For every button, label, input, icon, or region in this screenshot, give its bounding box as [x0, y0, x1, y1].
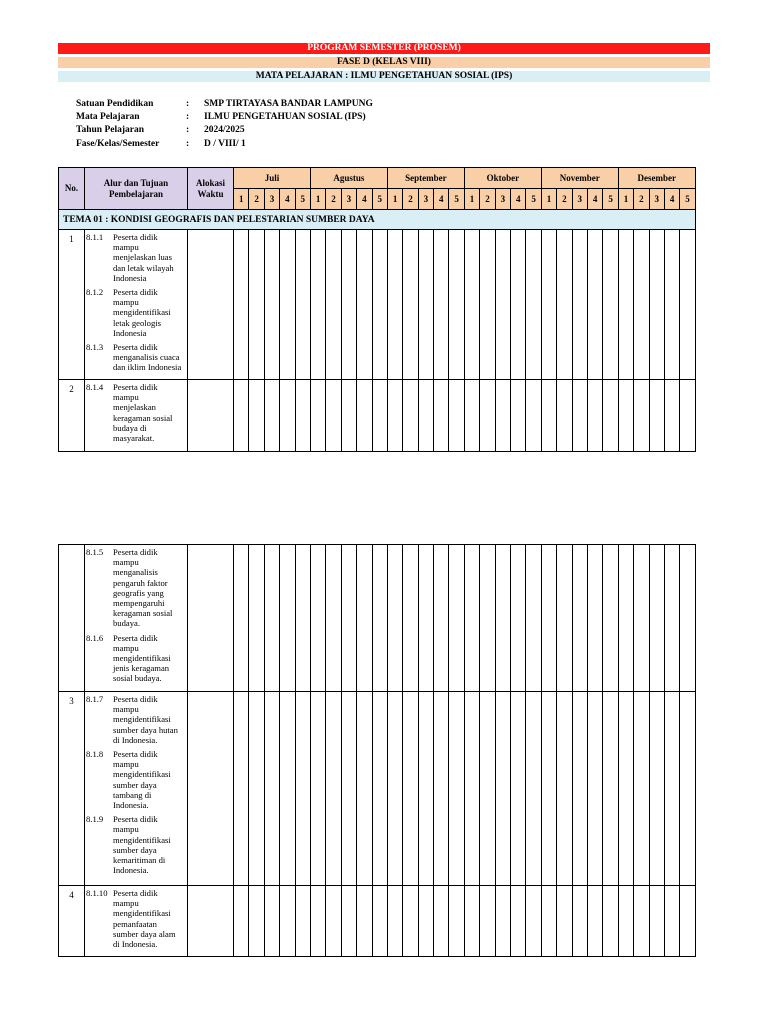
week-cell: [649, 230, 664, 380]
week-cell: [587, 886, 602, 957]
week-number: 4: [587, 189, 602, 210]
week-cell: [434, 380, 449, 452]
week-cell: [680, 380, 695, 452]
week-cell: [526, 380, 541, 452]
week-cell: [526, 886, 541, 957]
week-cell: [680, 886, 695, 957]
week-cell: [618, 545, 633, 692]
header-no: No.: [59, 168, 85, 210]
week-cell: [634, 692, 649, 886]
objective-item: [86, 814, 185, 875]
week-cell: [372, 380, 387, 452]
week-cell: [495, 545, 510, 692]
week-cell: [634, 230, 649, 380]
week-cell: [449, 886, 464, 957]
week-cell: [403, 380, 418, 452]
objective-code: 8.1.2: [86, 287, 104, 298]
week-cell: [387, 886, 402, 957]
objective-text: Peserta didik mampu mengidentifikasi jenis keragaman sosial budaya.: [113, 632, 171, 684]
week-cell: [310, 230, 325, 380]
objective-item: [86, 382, 185, 443]
objective-item: [86, 547, 185, 629]
week-cell: [603, 230, 618, 380]
week-cell: [295, 545, 310, 692]
learning-objectives-cell: [85, 886, 188, 957]
info-colon: :: [186, 138, 190, 149]
header-row: [59, 168, 696, 189]
week-cell: [249, 545, 264, 692]
week-cell: [295, 886, 310, 957]
objective-item: [86, 232, 185, 283]
week-cell: [264, 886, 279, 957]
week-number: 1: [541, 189, 556, 210]
week-number: 4: [664, 189, 679, 210]
week-cell: [572, 886, 587, 957]
objective-text: Peserta didik mampu mengidentifikasi sumber daya tambang di Indonesia.: [113, 749, 171, 811]
week-cell: [418, 886, 433, 957]
week-cell: [511, 545, 526, 692]
week-cell: [418, 545, 433, 692]
learning-objectives-cell: [85, 230, 188, 380]
week-cell: [603, 886, 618, 957]
program-table-page-2: [58, 544, 696, 957]
week-cell: [572, 230, 587, 380]
week-cell: [587, 692, 602, 886]
week-cell: [541, 230, 556, 380]
week-cell: [249, 230, 264, 380]
week-cell: [234, 545, 249, 692]
month-header: Agustus: [310, 168, 387, 189]
week-cell: [249, 380, 264, 452]
week-cell: [526, 545, 541, 692]
week-cell: [434, 692, 449, 886]
week-cell: [541, 545, 556, 692]
week-cell: [341, 230, 356, 380]
week-cell: [357, 380, 372, 452]
week-number: 5: [603, 189, 618, 210]
week-number: 2: [249, 189, 264, 210]
week-cell: [495, 692, 510, 886]
info-colon: :: [186, 99, 190, 109]
week-cell: [511, 380, 526, 452]
week-cell: [280, 230, 295, 380]
week-cell: [480, 692, 495, 886]
week-cell: [618, 886, 633, 957]
week-cell: [664, 886, 679, 957]
week-cell: [680, 230, 695, 380]
objective-text: Peserta didik mampu menjelaskan luas dan letak wilayah Indonesia: [113, 232, 174, 283]
week-cell: [249, 886, 264, 957]
header-alokasi: Alokasi Waktu: [188, 168, 234, 210]
objective-code: 8.1.6: [86, 632, 104, 643]
week-cell: [587, 380, 602, 452]
week-cell: [387, 545, 402, 692]
week-cell: [403, 230, 418, 380]
week-number: 5: [449, 189, 464, 210]
document-title: PROGRAM SEMESTER (PROSEM): [58, 43, 710, 54]
week-cell: [464, 545, 479, 692]
info-colon: :: [186, 112, 190, 123]
week-cell: [634, 545, 649, 692]
week-cell: [587, 545, 602, 692]
week-cell: [434, 545, 449, 692]
week-cell: [310, 380, 325, 452]
week-number: 2: [326, 189, 341, 210]
week-number: 1: [387, 189, 402, 210]
week-cell: [357, 692, 372, 886]
week-number: 4: [280, 189, 295, 210]
table-row: [59, 545, 696, 692]
week-cell: [541, 886, 556, 957]
objective-code: 8.1.4: [86, 382, 104, 392]
week-cell: [634, 380, 649, 452]
month-header: November: [541, 168, 618, 189]
week-cell: [372, 230, 387, 380]
week-cell: [526, 692, 541, 886]
week-cell: [403, 692, 418, 886]
month-header: September: [387, 168, 464, 189]
month-header: Oktober: [464, 168, 541, 189]
week-cell: [511, 692, 526, 886]
fase-heading: FASE D (KELAS VIII): [58, 57, 710, 68]
week-cell: [603, 692, 618, 886]
week-cell: [634, 886, 649, 957]
info-label: Mata Pelajaran: [76, 112, 140, 123]
week-cell: [603, 380, 618, 452]
week-cell: [372, 545, 387, 692]
header-alur: Alur dan Tujuan Pembelajaran: [85, 168, 188, 210]
week-cell: [280, 692, 295, 886]
week-cell: [434, 230, 449, 380]
week-cell: [357, 886, 372, 957]
week-cell: [495, 380, 510, 452]
week-cell: [434, 886, 449, 957]
week-cell: [234, 380, 249, 452]
objective-item: [86, 888, 185, 949]
week-number: 1: [310, 189, 325, 210]
week-cell: [464, 230, 479, 380]
week-cell: [557, 545, 572, 692]
week-cell: [357, 545, 372, 692]
table-row: [59, 692, 696, 886]
objective-item: [86, 633, 185, 684]
info-value: 2024/2025: [204, 125, 245, 136]
week-number: 5: [680, 189, 695, 210]
week-cell: [326, 230, 341, 380]
week-cell: [418, 230, 433, 380]
objective-item: [86, 749, 185, 810]
week-cell: [387, 230, 402, 380]
week-cell: [557, 692, 572, 886]
week-cell: [557, 380, 572, 452]
objective-code: 8.1.3: [86, 342, 104, 353]
program-table-page-1: [58, 167, 696, 452]
subject-heading: MATA PELAJARAN : ILMU PENGETAHUAN SOSIAL (IPS): [58, 71, 710, 82]
table-row: [59, 886, 696, 957]
week-number: 3: [495, 189, 510, 210]
week-cell: [495, 230, 510, 380]
week-number: 4: [357, 189, 372, 210]
row-number: [59, 545, 85, 692]
objective-code: 8.1.8: [86, 749, 104, 760]
info-value: D / VIII/ 1: [204, 138, 246, 149]
week-cell: [264, 545, 279, 692]
week-cell: [310, 692, 325, 886]
week-cell: [341, 545, 356, 692]
row-number: 3: [59, 692, 85, 886]
week-cell: [618, 380, 633, 452]
week-cell: [511, 886, 526, 957]
week-cell: [649, 692, 664, 886]
week-number: 3: [341, 189, 356, 210]
learning-objectives-cell: [85, 692, 188, 886]
objective-code: 8.1.5: [86, 547, 104, 557]
week-cell: [403, 545, 418, 692]
alokasi-waktu-cell: [188, 380, 234, 452]
week-cell: [418, 380, 433, 452]
week-cell: [264, 230, 279, 380]
week-cell: [310, 886, 325, 957]
table-row: [59, 380, 696, 452]
week-number: 3: [264, 189, 279, 210]
week-cell: [618, 230, 633, 380]
week-cell: [387, 692, 402, 886]
week-cell: [649, 545, 664, 692]
week-cell: [480, 545, 495, 692]
objective-item: [86, 342, 185, 373]
week-cell: [464, 692, 479, 886]
week-cell: [495, 886, 510, 957]
info-colon: :: [186, 125, 190, 136]
week-cell: [464, 886, 479, 957]
week-cell: [603, 545, 618, 692]
objective-item: [86, 694, 185, 745]
week-number: 2: [480, 189, 495, 210]
week-number: 3: [418, 189, 433, 210]
week-cell: [464, 380, 479, 452]
alokasi-waktu-cell: [188, 545, 234, 692]
week-cell: [341, 380, 356, 452]
tema-row: [59, 210, 696, 230]
week-cell: [326, 545, 341, 692]
objective-code: 8.1.10: [86, 888, 108, 898]
table-row: [59, 230, 696, 380]
week-cell: [618, 692, 633, 886]
objective-text: Peserta didik menganalisis cuaca dan iklim Indonesia: [113, 342, 182, 373]
week-cell: [234, 692, 249, 886]
alokasi-waktu-cell: [188, 692, 234, 886]
week-number: 5: [526, 189, 541, 210]
week-cell: [449, 230, 464, 380]
week-number: 2: [557, 189, 572, 210]
week-cell: [480, 886, 495, 957]
week-cell: [418, 692, 433, 886]
week-cell: [541, 380, 556, 452]
week-cell: [295, 230, 310, 380]
week-cell: [511, 230, 526, 380]
week-cell: [449, 545, 464, 692]
info-label: Satuan Pendidikan: [76, 99, 154, 109]
week-number: 4: [511, 189, 526, 210]
week-number: 5: [295, 189, 310, 210]
month-header: Juli: [234, 168, 311, 189]
objective-item: [86, 287, 185, 338]
objective-code: 8.1.9: [86, 814, 104, 825]
week-cell: [249, 692, 264, 886]
row-number: 1: [59, 230, 85, 380]
objective-text: Peserta didik mampu mengidentifikasi pemanfaatan sumber daya alam di Indonesia.: [113, 888, 176, 950]
objective-text: Peserta didik mampu menjelaskan keragaman sosial budaya di masyarakat.: [113, 382, 173, 444]
week-cell: [234, 230, 249, 380]
row-number: 4: [59, 886, 85, 957]
week-cell: [557, 230, 572, 380]
week-cell: [572, 692, 587, 886]
info-label: Tahun Pelajaran: [76, 125, 145, 136]
week-cell: [526, 230, 541, 380]
week-cell: [372, 886, 387, 957]
week-cell: [680, 545, 695, 692]
week-number: 1: [234, 189, 249, 210]
objective-text: Peserta didik mampu menganalisis pengaruh faktor geografis yang mempengaruhi keragaman sosial budaya.: [113, 547, 173, 629]
week-cell: [449, 692, 464, 886]
week-number: 1: [464, 189, 479, 210]
week-cell: [310, 545, 325, 692]
week-cell: [557, 886, 572, 957]
info-label: Fase/Kelas/Semester: [76, 138, 160, 149]
week-cell: [649, 886, 664, 957]
tema-heading: TEMA 01 : KONDISI GEOGRAFIS DAN PELESTARIAN SUMBER DAYA: [59, 210, 696, 230]
week-number: 2: [403, 189, 418, 210]
alokasi-waktu-cell: [188, 230, 234, 380]
week-cell: [280, 545, 295, 692]
week-cell: [664, 545, 679, 692]
objective-text: Peserta didik mampu mengidentifikasi sumber daya kemaritiman di Indonesia.: [113, 814, 171, 876]
week-cell: [572, 380, 587, 452]
week-cell: [341, 886, 356, 957]
objective-text: Peserta didik mampu mengidentifikasi sumber daya hutan di Indonesia.: [113, 694, 178, 745]
row-number: 2: [59, 380, 85, 452]
week-cell: [326, 886, 341, 957]
week-cell: [664, 380, 679, 452]
objective-code: 8.1.7: [86, 694, 104, 704]
week-number: 1: [618, 189, 633, 210]
week-cell: [541, 692, 556, 886]
objective-code: 8.1.1: [86, 232, 104, 242]
week-cell: [664, 692, 679, 886]
week-cell: [295, 380, 310, 452]
month-header: Desember: [618, 168, 695, 189]
learning-objectives-cell: [85, 545, 188, 692]
objective-text: Peserta didik mampu mengidentifikasi letak geologis Indonesia: [113, 287, 171, 338]
week-cell: [326, 692, 341, 886]
week-cell: [280, 886, 295, 957]
info-value: ILMU PENGETAHUAN SOSIAL (IPS): [204, 112, 366, 123]
week-number: 3: [649, 189, 664, 210]
week-cell: [387, 380, 402, 452]
week-cell: [403, 886, 418, 957]
week-number: 4: [434, 189, 449, 210]
week-cell: [572, 545, 587, 692]
week-cell: [664, 230, 679, 380]
week-number: 2: [634, 189, 649, 210]
week-cell: [649, 380, 664, 452]
week-cell: [680, 692, 695, 886]
week-cell: [480, 230, 495, 380]
week-cell: [234, 886, 249, 957]
week-cell: [295, 692, 310, 886]
week-cell: [587, 230, 602, 380]
alokasi-waktu-cell: [188, 886, 234, 957]
week-cell: [357, 230, 372, 380]
week-cell: [480, 380, 495, 452]
week-cell: [264, 692, 279, 886]
week-number: 5: [372, 189, 387, 210]
week-cell: [326, 380, 341, 452]
week-cell: [264, 380, 279, 452]
week-cell: [372, 692, 387, 886]
info-value: SMP TIRTAYASA BANDAR LAMPUNG: [204, 99, 373, 109]
learning-objectives-cell: [85, 380, 188, 452]
week-cell: [280, 380, 295, 452]
week-number: 3: [572, 189, 587, 210]
week-cell: [341, 692, 356, 886]
week-cell: [449, 380, 464, 452]
